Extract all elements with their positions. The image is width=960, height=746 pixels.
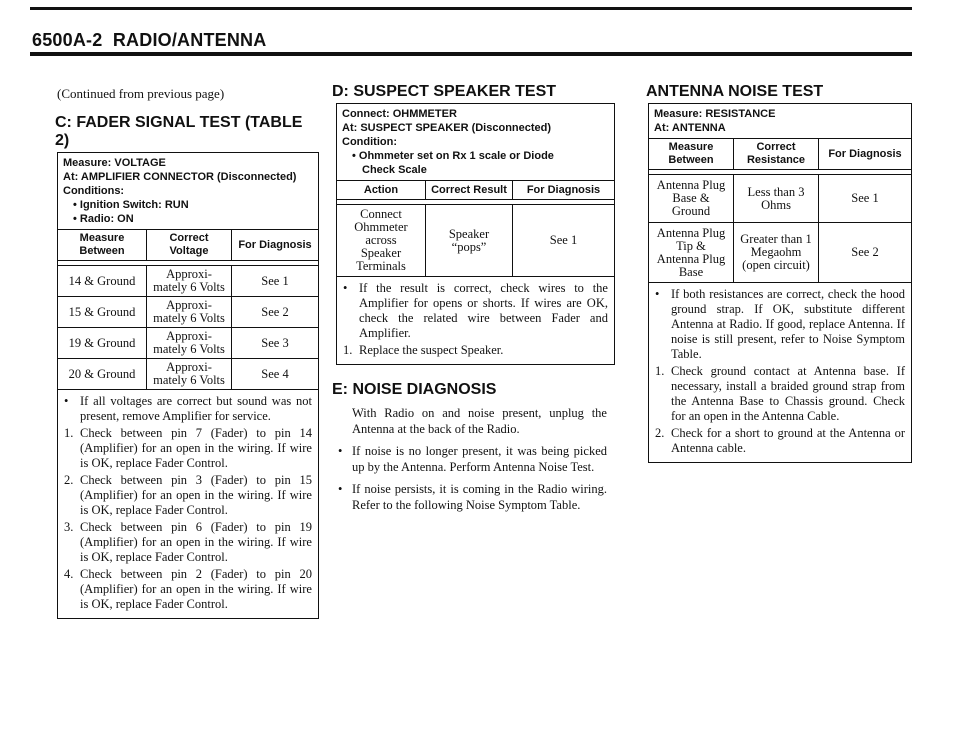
fader-at: At: AMPLIFIER CONNECTOR (Disconnected) bbox=[63, 171, 297, 183]
fader-spec-block bbox=[58, 153, 318, 229]
speaker-test-box bbox=[336, 103, 615, 365]
speaker-table-header bbox=[337, 181, 615, 200]
cell-diagnosis: See 3 bbox=[232, 328, 319, 359]
list-text: Check between pin 3 (Fader) to pin 15 (Amplifier) for an open in the wiring. If wire is OK, replace Fader Control. bbox=[80, 473, 312, 517]
cell-diagnosis: See 2 bbox=[232, 297, 319, 328]
header-for-diagnosis: For Diagnosis bbox=[819, 139, 912, 170]
noise-bullet-text: If noise persists, it is coming in the Radio wiring. Refer to the following Noise Symptom Table. bbox=[352, 482, 607, 512]
cell-voltage: Approxi- mately 6 Volts bbox=[147, 297, 232, 328]
antenna-spec-block bbox=[649, 104, 911, 138]
fader-condition-2: • Radio: ON bbox=[73, 213, 134, 225]
list-item bbox=[655, 287, 905, 362]
fader-notes bbox=[58, 390, 318, 618]
cell-voltage: Approxi- mately 6 Volts bbox=[147, 266, 232, 297]
list-item bbox=[64, 473, 312, 518]
page-header-title: 6500A-2 RADIO/ANTENNA bbox=[32, 30, 267, 50]
list-text: Check for a short to ground at the Antenna or Antenna cable. bbox=[671, 426, 905, 455]
header-correct-resistance: Correct Resistance bbox=[734, 139, 819, 170]
header-correct-voltage: Correct Voltage bbox=[147, 230, 232, 261]
antenna-measure: Measure: RESISTANCE bbox=[654, 108, 776, 120]
header-correct-result: Correct Result bbox=[426, 181, 513, 200]
top-rule bbox=[30, 7, 912, 10]
list-item bbox=[655, 426, 905, 456]
table-row bbox=[58, 297, 319, 328]
cell-measure: 20 & Ground bbox=[58, 359, 147, 390]
cell-diagnosis: See 1 bbox=[819, 175, 912, 223]
list-text: Check between pin 6 (Fader) to pin 19 (Amplifier) for an open in the wiring. If wire is OK, replace Fader Control. bbox=[80, 520, 312, 564]
cell-result: Speaker “pops” bbox=[426, 205, 513, 277]
antenna-notes bbox=[649, 283, 911, 462]
speaker-test-table bbox=[336, 180, 615, 277]
section-title-speaker: D: SUSPECT SPEAKER TEST bbox=[332, 83, 557, 100]
header-measure-between: Measure Between bbox=[58, 230, 147, 261]
column-antenna-noise bbox=[648, 83, 912, 463]
list-text: If the result is correct, check wires to the Amplifier for opens or shorts. If wires are OK, check the related wire between Fader and Amplifier. bbox=[359, 281, 608, 340]
table-row bbox=[649, 223, 912, 283]
cell-diagnosis: See 2 bbox=[819, 223, 912, 283]
list-text: If both resistances are correct, check the hood ground strap. If OK, substitute different Antenna at Radio. If good, replace Antenna. If noise is still present, refer to Noise Symptom Table. bbox=[671, 287, 905, 361]
speaker-connect: Connect: OHMMETER bbox=[342, 108, 457, 120]
cell-resistance: Greater than 1 Megaohm (open circuit) bbox=[734, 223, 819, 283]
cell-measure: Antenna Plug Tip & Antenna Plug Base bbox=[649, 223, 734, 283]
list-item bbox=[64, 520, 312, 565]
header-for-diagnosis: For Diagnosis bbox=[232, 230, 319, 261]
noise-bullet bbox=[338, 481, 607, 513]
bullet-marker: • bbox=[338, 482, 343, 496]
list-marker: • bbox=[343, 281, 348, 295]
list-item bbox=[343, 281, 608, 341]
bullet-marker: • bbox=[338, 444, 343, 458]
list-text: Check between pin 2 (Fader) to pin 20 (Amplifier) for an open in the wiring. If wire is OK, replace Fader Control. bbox=[80, 567, 312, 611]
list-marker: 4. bbox=[64, 567, 74, 581]
cell-action: Connect Ohmmeter across Speaker Terminals bbox=[337, 205, 426, 277]
list-item bbox=[655, 364, 905, 424]
list-text: Replace the suspect Speaker. bbox=[359, 343, 504, 357]
noise-content bbox=[336, 405, 615, 513]
column-speaker-noise bbox=[332, 83, 615, 513]
continued-note: (Continued from previous page) bbox=[57, 86, 225, 101]
list-marker: 3. bbox=[64, 520, 74, 534]
antenna-test-box bbox=[648, 103, 912, 463]
section-title-fader: C: FADER SIGNAL TEST (TABLE 2) bbox=[55, 114, 303, 149]
section-title-noise: E: NOISE DIAGNOSIS bbox=[332, 381, 497, 398]
cell-diagnosis: See 1 bbox=[232, 266, 319, 297]
list-item bbox=[64, 426, 312, 471]
antenna-at: At: ANTENNA bbox=[654, 122, 726, 134]
list-marker: 1. bbox=[64, 426, 74, 440]
noise-bullet-text: If noise is no longer present, it was being picked up by the Antenna. Perform Antenna Noise Test. bbox=[352, 444, 607, 474]
speaker-condition-1: • Ohmmeter set on Rx 1 scale or Diode bbox=[352, 150, 554, 162]
list-marker: • bbox=[64, 394, 69, 408]
list-marker: 2. bbox=[64, 473, 74, 487]
fader-measure: Measure: VOLTAGE bbox=[63, 157, 166, 169]
cell-voltage: Approxi- mately 6 Volts bbox=[147, 328, 232, 359]
table-row bbox=[58, 359, 319, 390]
fader-condition-1: • Ignition Switch: RUN bbox=[73, 199, 189, 211]
table-row bbox=[649, 175, 912, 223]
list-marker: 1. bbox=[343, 343, 353, 357]
list-text: Check between pin 7 (Fader) to pin 14 (Amplifier) for an open in the wiring. If wire is OK, replace Fader Control. bbox=[80, 426, 312, 470]
cell-voltage: Approxi- mately 6 Volts bbox=[147, 359, 232, 390]
table-row bbox=[58, 266, 319, 297]
column-fader-signal-test bbox=[57, 86, 319, 619]
speaker-condition-label: Condition: bbox=[342, 136, 397, 148]
header-action: Action bbox=[337, 181, 426, 200]
speaker-spec-block bbox=[337, 104, 614, 180]
section-title-antenna: ANTENNA NOISE TEST bbox=[646, 83, 824, 100]
noise-bullet bbox=[338, 443, 607, 475]
speaker-condition-1b: Check Scale bbox=[362, 164, 427, 176]
antenna-table-header bbox=[649, 139, 912, 170]
header-measure-between: Measure Between bbox=[649, 139, 734, 170]
list-text: If all voltages are correct but sound was not present, remove Amplifier for service. bbox=[80, 394, 312, 423]
header-rule bbox=[30, 52, 912, 56]
list-item bbox=[343, 343, 608, 358]
list-text: Check ground contact at Antenna base. If necessary, install a braided ground strap from the Antenna Base to Chassis ground. Check for an open in the Antenna Cable. bbox=[671, 364, 905, 423]
cell-resistance: Less than 3 Ohms bbox=[734, 175, 819, 223]
header-for-diagnosis: For Diagnosis bbox=[513, 181, 615, 200]
list-marker: • bbox=[655, 287, 660, 301]
fader-conditions-label: Conditions: bbox=[63, 185, 125, 197]
cell-diagnosis: See 1 bbox=[513, 205, 615, 277]
table-row bbox=[337, 205, 615, 277]
fader-test-box bbox=[57, 152, 319, 619]
cell-measure: Antenna Plug Base & Ground bbox=[649, 175, 734, 223]
cell-measure: 19 & Ground bbox=[58, 328, 147, 359]
table-row bbox=[58, 328, 319, 359]
list-marker: 1. bbox=[655, 364, 665, 378]
list-item bbox=[64, 394, 312, 424]
fader-table-header bbox=[58, 230, 319, 261]
noise-intro: With Radio on and noise present, unplug the Antenna at the back of the Radio. bbox=[352, 406, 607, 436]
list-marker: 2. bbox=[655, 426, 665, 440]
cell-measure: 15 & Ground bbox=[58, 297, 147, 328]
cell-diagnosis: See 4 bbox=[232, 359, 319, 390]
fader-voltage-table bbox=[57, 229, 319, 390]
antenna-resistance-table bbox=[648, 138, 912, 283]
speaker-at: At: SUSPECT SPEAKER (Disconnected) bbox=[342, 122, 552, 134]
cell-measure: 14 & Ground bbox=[58, 266, 147, 297]
list-item bbox=[64, 567, 312, 612]
speaker-notes bbox=[337, 277, 614, 364]
